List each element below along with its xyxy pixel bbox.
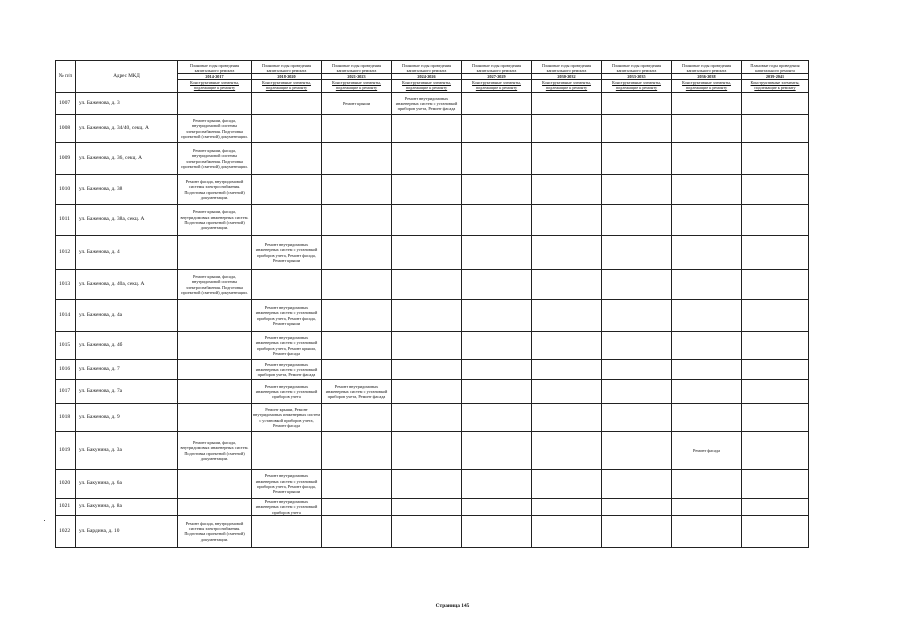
repair-cell [742, 236, 809, 270]
repair-cell [672, 404, 742, 432]
period-years: 2024-2026 [392, 73, 461, 80]
repair-cell [742, 143, 809, 175]
repair-cell [252, 205, 322, 236]
repair-cell [602, 470, 672, 499]
repair-cell [178, 93, 252, 115]
row-address: ул. Баженова, д. 36, секц. А [76, 143, 178, 175]
period-title: Плановые годы проведения капитального ремонта [471, 63, 522, 73]
repair-cell [392, 143, 462, 175]
repair-cell [672, 175, 742, 205]
repair-cell: Ремонт крыши, Ремонт внутридомовых инженерных систем с установкой приборов учета, Ремонт фасада [252, 404, 322, 432]
repair-cell [532, 404, 602, 432]
repair-cell [462, 380, 532, 404]
row-address: ул. Бакунина, д. 3а [76, 432, 178, 470]
repair-cell [742, 93, 809, 115]
period-subtitle: Конструктивные элементы, подлежащие к ремонту [262, 80, 311, 90]
row-address: ул. Баженова, д. 3 [76, 93, 178, 115]
repair-cell [602, 432, 672, 470]
repair-cell [462, 205, 532, 236]
row-number: 1008 [56, 115, 76, 143]
repair-cell [392, 432, 462, 470]
repair-cell: Ремонт внутридомовых инженерных систем с установкой приборов учета, Ремонт фасада, Ремонт крыши [252, 300, 322, 332]
repair-cell [742, 515, 809, 547]
repair-cell: Ремонт внутридомовых инженерных систем с установкой приборов учета [252, 499, 322, 516]
row-number: 1009 [56, 143, 76, 175]
row-number: 1007 [56, 93, 76, 115]
row-number: 1011 [56, 205, 76, 236]
repair-cell [462, 143, 532, 175]
repair-cell: Ремонт внутридомовых инженерных систем с установкой приборов учета, Ремонт крыши, Ремонт фасада [252, 332, 322, 360]
repair-cell [672, 300, 742, 332]
period-title: Плановые годы проведения капитального ремонта [401, 63, 452, 73]
repair-cell [742, 115, 809, 143]
repair-cell [462, 332, 532, 360]
repair-cell [322, 143, 392, 175]
repair-cell: Ремонт внутридомовых инженерных систем с установкой приборов учета [252, 380, 322, 404]
repair-cell [178, 236, 252, 270]
repair-cell [392, 470, 462, 499]
repair-cell [322, 499, 392, 516]
repair-cell [602, 205, 672, 236]
repair-cell [602, 499, 672, 516]
repair-cell [462, 270, 532, 300]
period-subtitle: Конструктивные элементы, подлежащие к ремонту [682, 80, 731, 90]
row-address: ул. Баженова, д. 9 [76, 404, 178, 432]
repair-cell: Ремонт крыши, фасада, внутридомовых инженерных систем. Подготовка проектной (сметной) документации. [178, 205, 252, 236]
repair-cell [742, 175, 809, 205]
repair-cell: Ремонт фасада, внутридомовой системы электроснабжения. Подготовка проектной (сметной) документации. [178, 175, 252, 205]
repair-cell [742, 332, 809, 360]
repair-cell [742, 300, 809, 332]
repair-cell: Ремонт крыши, фасада, внутридомовой системы электроснабжения. Подготовка проектной (сметной) документации. [178, 270, 252, 300]
period-subtitle: Конструктивные элементы, подлежащие к ремонту [750, 80, 800, 90]
period-subtitle: Конструктивные элементы, подлежащие к ремонту [612, 80, 661, 90]
repair-cell [602, 115, 672, 143]
repair-cell [392, 332, 462, 360]
repair-cell: Ремонт крыши [322, 93, 392, 115]
repair-cell: Ремонт фасада [672, 432, 742, 470]
repair-cell [532, 175, 602, 205]
repair-cell [532, 470, 602, 499]
row-number: 1015 [56, 332, 76, 360]
period-title: Плановые годы проведения капитального ремонта [189, 63, 240, 73]
repair-cell [532, 93, 602, 115]
repair-cell [178, 380, 252, 404]
table-body [56, 93, 809, 548]
row-number: 1018 [56, 404, 76, 432]
period-title: Плановые годы проведения капитального ремонта [681, 63, 732, 73]
repair-cell: Ремонт внутридомовых инженерных систем с установкой приборов учета, Ремонт фасада [252, 360, 322, 380]
num-column-header: № п/п [56, 61, 76, 93]
repair-cell [462, 360, 532, 380]
repair-cell [602, 93, 672, 115]
repair-cell [532, 432, 602, 470]
table-row [56, 432, 809, 470]
period-subtitle: Конструктивные элементы, подлежащие к ремонту [542, 80, 591, 90]
row-number: 1021 [56, 499, 76, 516]
repair-cell [462, 515, 532, 547]
repair-cell [322, 515, 392, 547]
period-subtitle: Конструктивные элементы, подлежащие к ремонту [190, 80, 239, 90]
row-address: ул. Баженова, д. 38 [76, 175, 178, 205]
repair-cell [178, 404, 252, 432]
repair-cell [532, 143, 602, 175]
repair-cell: Ремонт фасада, внутридомовой системы электроснабжения. Подготовка проектной (сметной) документации. [178, 515, 252, 547]
repair-cell [322, 115, 392, 143]
repair-cell: Ремонт крыши, фасада, внутридомовой системы электроснабжения. Подготовка проектной (сметной) документации. [178, 115, 252, 143]
page-number: Страница 145 [435, 603, 470, 609]
repair-cell [532, 115, 602, 143]
repair-cell [672, 499, 742, 516]
repair-cell: Ремонт внутридомовых инженерных систем с установкой приборов учета, Ремонт фасада, Ремонт крыши [252, 470, 322, 499]
repair-cell [322, 236, 392, 270]
period-header-2030-2032 [532, 61, 602, 93]
repair-cell [322, 175, 392, 205]
period-years: 2039-2041 [742, 73, 808, 80]
table-row [56, 380, 809, 404]
repair-cell [462, 236, 532, 270]
repair-cell [462, 115, 532, 143]
repair-cell [392, 115, 462, 143]
repair-cell [462, 499, 532, 516]
scan-speck [44, 520, 45, 521]
row-address: ул. Баженова, д. 40а, секц. А [76, 270, 178, 300]
repair-cell [462, 432, 532, 470]
repair-cell [252, 143, 322, 175]
repair-cell [252, 93, 322, 115]
repair-cell [672, 115, 742, 143]
row-number: 1010 [56, 175, 76, 205]
repair-cell [602, 380, 672, 404]
table-row [56, 470, 809, 499]
row-address: ул. Баженова, д. 4 [76, 236, 178, 270]
table-row [56, 143, 809, 175]
repair-cell [462, 404, 532, 432]
repair-cell [672, 380, 742, 404]
table-row [56, 205, 809, 236]
repair-cell [742, 270, 809, 300]
repair-cell [532, 236, 602, 270]
repair-cell [252, 115, 322, 143]
repair-cell [392, 236, 462, 270]
row-address: ул. Бардина, д. 10 [76, 515, 178, 547]
repair-cell: Ремонт крыши, фасада, внутридомовых инженерных систем. Подготовка проектной (сметной) документации. [178, 432, 252, 470]
period-header-2014-2017 [178, 61, 252, 93]
row-number: 1012 [56, 236, 76, 270]
repair-cell [602, 360, 672, 380]
period-subtitle: Конструктивные элементы, подлежащие к ремонту [472, 80, 521, 90]
address-column-header: Адрес МКД [76, 61, 178, 93]
repair-cell [602, 515, 672, 547]
row-address: ул. Баженова, д. 7а [76, 380, 178, 404]
repair-cell [322, 360, 392, 380]
period-subtitle: Конструктивные элементы, подлежащие к ремонту [332, 80, 381, 90]
row-address: ул. Баженова, д. 34/40, секц. А [76, 115, 178, 143]
repair-cell [742, 404, 809, 432]
repair-cell [602, 300, 672, 332]
table-row [56, 515, 809, 547]
repair-cell [392, 360, 462, 380]
period-title: Плановые годы проведения капитального ремонта [611, 63, 662, 73]
repair-cell [672, 270, 742, 300]
period-title: Плановые годы проведения капитального ремонта [541, 63, 592, 73]
period-header-2021-2023 [322, 61, 392, 93]
repair-cell [672, 360, 742, 380]
repair-cell [742, 380, 809, 404]
row-address: ул. Баженова, д. 4б [76, 332, 178, 360]
table-row [56, 236, 809, 270]
repair-cell: Ремонт внутридомовых инженерных систем с установкой приборов учета, Ремонт фасада [392, 93, 462, 115]
repair-cell [322, 432, 392, 470]
repair-cell [252, 175, 322, 205]
table-row [56, 360, 809, 380]
table-row [56, 93, 809, 115]
repair-cell [322, 205, 392, 236]
period-years: 2021-2023 [322, 73, 391, 80]
table-row [56, 115, 809, 143]
repair-cell [178, 470, 252, 499]
repair-cell [602, 175, 672, 205]
repair-cell [532, 270, 602, 300]
repair-cell [532, 380, 602, 404]
repair-schedule-table [55, 60, 809, 548]
repair-cell [392, 270, 462, 300]
repair-cell [532, 360, 602, 380]
repair-cell [742, 432, 809, 470]
table-row [56, 404, 809, 432]
repair-cell [252, 515, 322, 547]
repair-cell [672, 236, 742, 270]
period-title: Плановые годы проведения капитального ремонта [331, 63, 382, 73]
repair-cell [392, 300, 462, 332]
repair-cell [532, 499, 602, 516]
period-years: 2018-2020 [252, 73, 321, 80]
repair-cell [322, 470, 392, 499]
row-number: 1014 [56, 300, 76, 332]
repair-cell [742, 499, 809, 516]
period-subtitle: Конструктивные элементы, подлежащие к ремонту [402, 80, 451, 90]
repair-cell [602, 236, 672, 270]
repair-cell [252, 432, 322, 470]
period-header-2027-2029 [462, 61, 532, 93]
row-number: 1013 [56, 270, 76, 300]
repair-cell [392, 404, 462, 432]
repair-cell [602, 143, 672, 175]
repair-cell [322, 404, 392, 432]
row-address: ул. Баженова, д. 38а, секц. А [76, 205, 178, 236]
repair-cell [462, 300, 532, 332]
repair-cell [602, 332, 672, 360]
repair-cell: Ремонт внутридомовых инженерных систем с установкой приборов учета, Ремонт фасада [322, 380, 392, 404]
repair-cell: Ремонт крыши, фасада, внутридомовой системы электроснабжения. Подготовка проектной (сметной) документации. [178, 143, 252, 175]
period-years: 2033-2035 [602, 73, 671, 80]
repair-cell [742, 360, 809, 380]
repair-cell [602, 404, 672, 432]
repair-cell [672, 205, 742, 236]
repair-cell [178, 300, 252, 332]
repair-cell [532, 300, 602, 332]
repair-cell [672, 143, 742, 175]
repair-cell [672, 93, 742, 115]
row-number: 1016 [56, 360, 76, 380]
row-address: ул. Бакунина, д. 8а [76, 499, 178, 516]
repair-cell [322, 332, 392, 360]
period-title: Плановые годы проведения капитального ремонта [750, 63, 800, 73]
repair-cell [392, 515, 462, 547]
repair-cell [602, 270, 672, 300]
repair-cell [742, 205, 809, 236]
repair-cell [392, 205, 462, 236]
period-header-2033-2035 [602, 61, 672, 93]
repair-cell [392, 499, 462, 516]
repair-cell [672, 515, 742, 547]
repair-cell: Ремонт внутридомовых инженерных систем с установкой приборов учета, Ремонт фасада, Ремонт крыши [252, 236, 322, 270]
period-years: 2036-2038 [672, 73, 741, 80]
repair-cell [532, 515, 602, 547]
row-address: ул. Бакунина, д. 6а [76, 470, 178, 499]
period-years: 2030-2032 [532, 73, 601, 80]
repair-cell [672, 470, 742, 499]
repair-cell [532, 332, 602, 360]
row-number: 1017 [56, 380, 76, 404]
repair-cell [462, 93, 532, 115]
table-row [56, 270, 809, 300]
row-address: ул. Баженова, д. 7 [76, 360, 178, 380]
repair-cell [742, 470, 809, 499]
period-header-2039-2041 [742, 61, 809, 93]
row-number: 1019 [56, 432, 76, 470]
table-row [56, 332, 809, 360]
repair-cell [392, 175, 462, 205]
repair-cell [178, 360, 252, 380]
period-title: Плановые годы проведения капитального ремонта [261, 63, 312, 73]
row-number: 1020 [56, 470, 76, 499]
table-row [56, 300, 809, 332]
table-row [56, 175, 809, 205]
repair-cell [462, 175, 532, 205]
repair-cell [252, 270, 322, 300]
table-row [56, 499, 809, 516]
period-header-2036-2038 [672, 61, 742, 93]
repair-cell [322, 270, 392, 300]
repair-cell [672, 332, 742, 360]
repair-cell [178, 332, 252, 360]
period-years: 2027-2029 [462, 73, 531, 80]
repair-cell [462, 470, 532, 499]
period-years: 2014-2017 [178, 73, 251, 80]
repair-cell [532, 205, 602, 236]
row-address: ул. Баженова, д. 4а [76, 300, 178, 332]
repair-cell [322, 300, 392, 332]
period-header-2018-2020 [252, 61, 322, 93]
repair-schedule-sheet [55, 60, 808, 548]
table-header-row [56, 61, 809, 93]
row-number: 1022 [56, 515, 76, 547]
period-header-2024-2026 [392, 61, 462, 93]
repair-cell [392, 380, 462, 404]
repair-cell [178, 499, 252, 516]
